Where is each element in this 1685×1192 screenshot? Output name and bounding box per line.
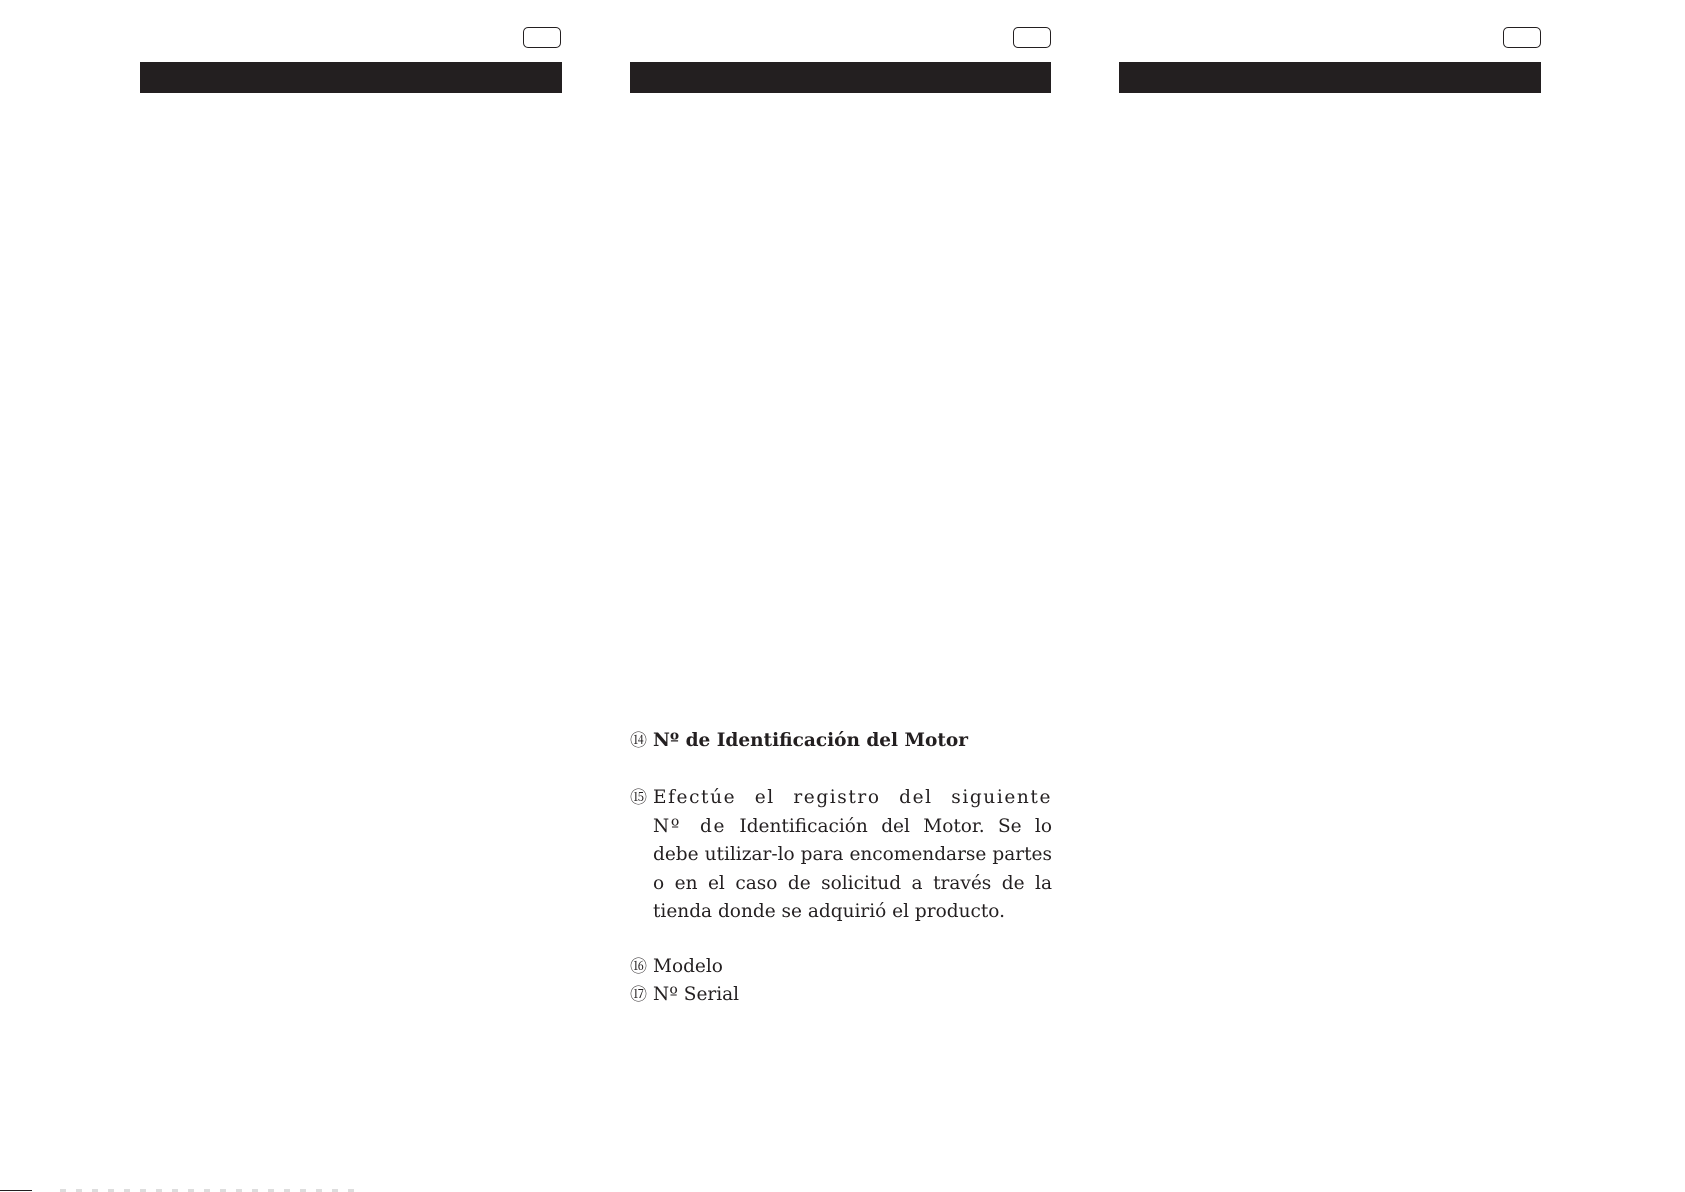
item-number-16: ⑯ bbox=[630, 957, 647, 977]
serial-number-label bbox=[630, 981, 1052, 1010]
section-header-bar bbox=[630, 62, 1051, 93]
engine-id-instructions bbox=[630, 784, 1052, 927]
item-number-14: ⑭ bbox=[630, 731, 647, 751]
engine-id-heading bbox=[630, 727, 1052, 756]
engine-id-heading-text: Nº de Identificación del Motor bbox=[653, 730, 968, 751]
item-number-17: ⑰ bbox=[630, 985, 647, 1005]
section-header-bar bbox=[1119, 62, 1541, 93]
page-number-box bbox=[1013, 27, 1051, 48]
instructions-line-1: Efectúe el registro del siguiente Nº de bbox=[653, 787, 1052, 837]
serial-number-label-text: Nº Serial bbox=[653, 984, 740, 1005]
model-label-text: Modelo bbox=[653, 956, 723, 977]
model-label bbox=[630, 953, 1052, 982]
page-number-box bbox=[523, 27, 561, 48]
section-header-bar bbox=[140, 62, 562, 93]
page-number-box bbox=[1503, 27, 1541, 48]
item-number-15: ⑮ bbox=[630, 788, 647, 808]
instructions-text: Identificación del Motor. Se lo debe utilizar-lo para encomendarse partes o en el caso de solicitud a través de la tienda donde se adquirió el producto. bbox=[653, 815, 1052, 922]
footer-rule bbox=[0, 1190, 32, 1191]
